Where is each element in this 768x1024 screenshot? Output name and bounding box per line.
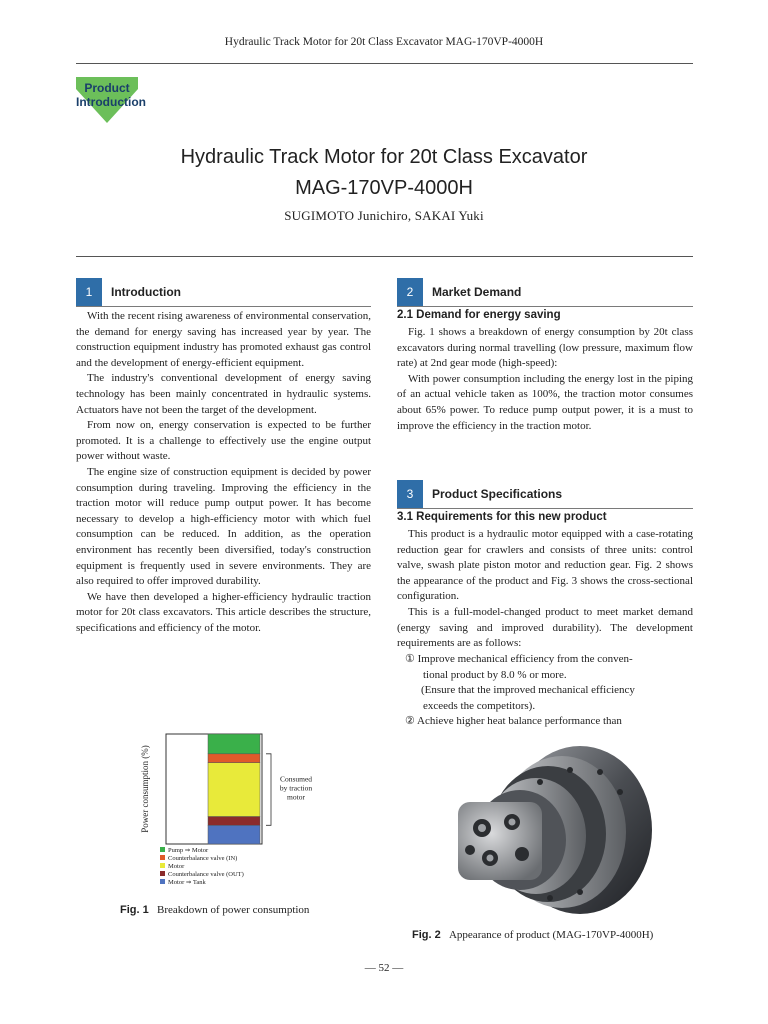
paragraph: The engine size of construction equipment is decided by power consumption during traveling. Improving the efficiency in the traction motor will reduce pump output power. It has become necessary to develop a high-efficiency motor with which fuel consumption can be reduced. In addition, as the operation environment has recently been diversified, today's construction equipment is frequently used in severe environments. They are also required to offer improved durability. xyxy=(76,465,371,588)
paragraph: With the recent rising awareness of environmental conservation, the demand for energy saving has increased year by year. The construction equipment industry has promoted exhaust gas control and the development of energy-efficient equipment. xyxy=(76,310,371,369)
section-title: Introduction xyxy=(111,285,181,299)
list-item: ① Improve mechanical efficiency from the conven- xyxy=(405,653,633,665)
paragraph: With power consumption including the energy lost in the piping of an actual vehicle taken as 100%, the traction motor consumes about 65% power. To reduce pump output power, it is a must to improve the efficiency in the traction motor. xyxy=(397,372,693,432)
requirements-list xyxy=(405,652,693,730)
track-motor-illustration xyxy=(430,742,658,918)
section-1-body xyxy=(76,309,371,636)
list-item: exceeds the competitors). xyxy=(423,699,536,712)
legend-swatch xyxy=(160,879,165,884)
legend-label: Motor ⇒ Tank xyxy=(168,879,206,886)
bar-segment xyxy=(208,763,260,817)
section-3-heading xyxy=(397,480,693,509)
subsection-3-1-heading: 3.1 Requirements for this new product xyxy=(397,511,607,523)
legend-swatch xyxy=(160,847,165,852)
paragraph: This product is a hydraulic motor equipped with a case-rotating reduction gear for crawlers and consists of three units: control valve, swash plate piston motor and reduction gear. Fig. 2 shows the appearance of the product and Fig. 3 shows the cross-sectional configuration. xyxy=(397,528,693,603)
figure-label: Fig. 1 xyxy=(120,904,149,916)
section-1-heading xyxy=(76,278,371,307)
title-line-1: Hydraulic Track Motor for 20t Class Excavator xyxy=(180,146,588,168)
annotation-text: Consumed xyxy=(279,774,313,784)
annotation-text: motor xyxy=(287,792,305,802)
bar-segment xyxy=(208,817,260,826)
y-axis-label: Power consumption (%) xyxy=(140,745,150,833)
badge-line-1: Product xyxy=(84,81,130,95)
list-item: (Ensure that the improved mechanical efficiency xyxy=(421,684,635,697)
section-3-body xyxy=(397,527,693,652)
figure-2-caption xyxy=(412,929,702,941)
section-number: 3 xyxy=(397,480,423,508)
legend-swatch xyxy=(160,863,165,868)
product-introduction-badge xyxy=(76,77,158,125)
paragraph: This is a full-model-changed product to meet market demand (energy saving and improved durability). The development requirements are as follows: xyxy=(397,605,693,650)
paragraph: The industry's conventional development of energy saving technology has been mainly concentrated in hydraulic systems. Actuators have not been the target of the development. xyxy=(76,372,371,416)
legend-label: Counterbalance valve (OUT) xyxy=(168,871,244,878)
list-item: tional product by 8.0 % or more. xyxy=(423,668,567,681)
figure-caption-text: Appearance of product (MAG-170VP-4000H) xyxy=(448,929,654,941)
legend-label: Pump ⇒ Motor xyxy=(168,847,209,854)
legend-label: Counterbalance valve (IN) xyxy=(168,855,238,862)
annotation-text: by traction xyxy=(279,783,313,793)
bar-segment xyxy=(208,754,260,763)
title-line-2: MAG-170VP-4000H xyxy=(295,177,473,199)
section-title: Market Demand xyxy=(432,285,522,299)
section-number: 2 xyxy=(397,278,423,306)
running-header: Hydraulic Track Motor for 20t Class Excavator MAG-170VP-4000H xyxy=(224,36,544,48)
annotation-bracket xyxy=(266,754,271,826)
figure-label: Fig. 2 xyxy=(412,929,441,941)
figure-1 xyxy=(130,728,360,893)
paragraph: From now on, energy conservation is expected to be further promoted. It is a challenge to effectively use the engine output power without waste. xyxy=(76,419,371,463)
paragraph: We have then developed a higher-efficiency hydraulic traction motor for 20t class excavators. This article describes the structure, specifications and efficiency of the motor. xyxy=(76,590,371,634)
figure-1-caption xyxy=(120,904,380,916)
section-2-heading xyxy=(397,278,693,307)
article-title xyxy=(0,142,768,204)
legend-swatch xyxy=(160,855,165,860)
figure-caption-text: Breakdown of power consumption xyxy=(156,904,310,916)
legend-swatch xyxy=(160,871,165,876)
section-2-body xyxy=(397,325,693,434)
authors: SUGIMOTO Junichiro, SAKAI Yuki xyxy=(284,208,484,223)
legend-label: Motor xyxy=(168,863,185,870)
header-rule xyxy=(76,63,693,64)
subsection-2-1-heading: 2.1 Demand for energy saving xyxy=(397,309,561,321)
section-title: Product Specifications xyxy=(432,487,563,501)
page-number: — 52 — xyxy=(364,962,404,974)
bar-segment xyxy=(208,825,260,844)
title-rule xyxy=(76,256,693,257)
power-consumption-chart xyxy=(130,728,360,893)
list-item: ② Achieve higher heat balance performance than xyxy=(405,715,622,728)
bar-segment xyxy=(208,734,260,754)
badge-line-2: Introduction xyxy=(76,95,146,109)
section-number: 1 xyxy=(76,278,102,306)
paragraph: Fig. 1 shows a breakdown of energy consumption by 20t class excavators during normal travelling (low pressure, maximum flow rate) at 2nd gear mode (high-speed): xyxy=(397,326,693,370)
figure-2-product-image xyxy=(430,742,658,918)
